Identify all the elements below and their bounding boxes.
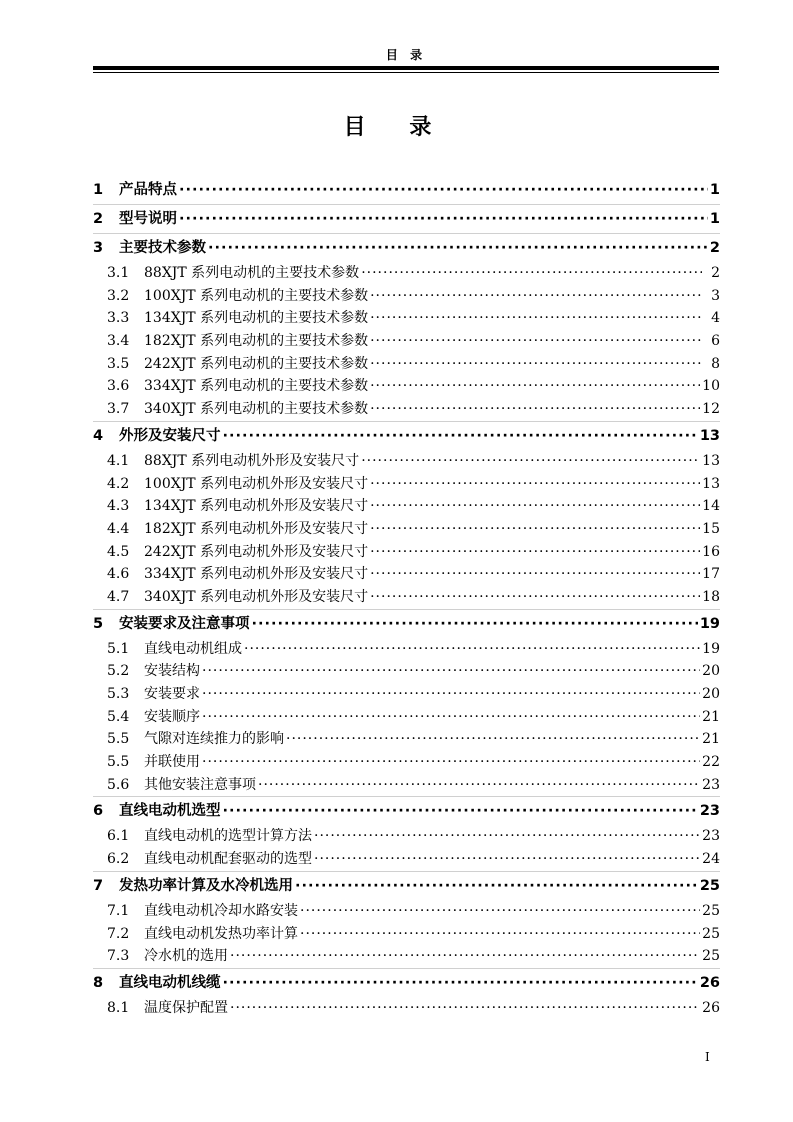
dot-leader [179, 205, 708, 233]
dot-leader [370, 541, 700, 564]
toc-chapter-label: 型号说明 [119, 211, 177, 227]
toc-section-page: 17 [702, 566, 720, 583]
toc-section-label: 182XJT 系列电动机的主要技术参数 [144, 333, 369, 350]
toc-section-number: 4.6 [107, 566, 130, 583]
toc-chapter-label: 主要技术参数 [119, 240, 206, 256]
toc-section-label: 并联使用 [144, 754, 200, 771]
dot-leader [244, 638, 700, 661]
toc-section[interactable] [93, 900, 720, 923]
toc-chapter-group [93, 797, 720, 871]
toc-section-label: 直线电动机发热功率计算 [144, 925, 298, 942]
dot-leader [370, 473, 700, 496]
toc-chapter-group [93, 969, 720, 1020]
toc-section-number: 5.4 [107, 708, 130, 725]
dot-leader [223, 422, 698, 450]
dot-leader [223, 797, 698, 825]
toc-chapter[interactable] [93, 422, 720, 450]
toc-section-page: 3 [711, 287, 720, 304]
toc-chapter[interactable] [93, 797, 720, 825]
toc-section-number: 5.5 [107, 754, 130, 771]
toc-chapter-page: 23 [699, 803, 720, 820]
toc-section[interactable] [93, 262, 720, 285]
toc-section-page: 23 [702, 776, 720, 793]
dot-leader [202, 751, 700, 774]
toc-section-label: 134XJT 系列电动机外形及安装尺寸 [144, 498, 369, 515]
toc-chapter-group [93, 205, 720, 234]
toc-section-page: 13 [702, 475, 720, 492]
toc-section-label: 直线电动机配套驱动的选型 [144, 851, 312, 868]
toc-section-label: 242XJT 系列电动机的主要技术参数 [144, 355, 369, 372]
toc-section-label: 242XJT 系列电动机外形及安装尺寸 [144, 543, 369, 560]
dot-leader [202, 683, 700, 706]
toc-section[interactable] [93, 307, 720, 330]
toc-section[interactable] [93, 774, 720, 797]
toc-chapter-number: 6 [93, 803, 104, 820]
toc-section-number: 6.1 [107, 828, 130, 845]
header-rule-thin [93, 72, 719, 73]
toc-section-number: 3.6 [107, 378, 130, 395]
toc-section-number: 7.3 [107, 948, 130, 965]
toc-section-page: 12 [702, 401, 720, 418]
toc-section-label: 134XJT 系列电动机的主要技术参数 [144, 310, 369, 327]
dot-leader [370, 398, 700, 421]
dot-leader [370, 495, 700, 518]
dot-leader [314, 848, 700, 871]
toc-section-number: 8.1 [107, 999, 130, 1016]
toc-section-page: 14 [702, 498, 720, 515]
toc-section-page: 21 [702, 731, 720, 748]
toc-section[interactable] [93, 563, 720, 586]
toc-section-number: 5.2 [107, 663, 130, 680]
dot-leader [223, 969, 698, 997]
toc-section-number: 3.1 [107, 265, 130, 281]
running-header: 目 录 [385, 48, 427, 62]
toc-section[interactable] [93, 706, 720, 729]
toc-section-label: 温度保护配置 [144, 999, 228, 1016]
toc-section[interactable] [93, 375, 720, 398]
toc-section[interactable] [93, 450, 720, 473]
toc-chapter-page: 1 [709, 211, 720, 227]
toc-section-number: 3.2 [107, 287, 130, 304]
toc-chapter[interactable] [93, 872, 720, 900]
toc-chapter-label: 发热功率计算及水冷机选用 [119, 877, 293, 894]
toc-section-label: 88XJT 系列电动机外形及安装尺寸 [144, 452, 360, 469]
toc-section-label: 334XJT 系列电动机的主要技术参数 [144, 378, 369, 395]
toc-section-label: 88XJT 系列电动机的主要技术参数 [144, 265, 360, 281]
toc-section-label: 安装结构 [144, 663, 200, 680]
toc-section-page: 19 [702, 640, 720, 657]
toc-section-number: 4.2 [107, 475, 130, 492]
toc-section-page: 2 [711, 265, 720, 281]
dot-leader [300, 900, 700, 923]
toc-chapter[interactable] [93, 205, 720, 233]
toc-section-number: 4.7 [107, 588, 130, 605]
toc-section-page: 20 [702, 686, 720, 702]
toc-section-number: 7.2 [107, 925, 130, 942]
toc-section-page: 15 [702, 520, 720, 537]
toc-chapter[interactable] [93, 610, 720, 638]
dot-leader [208, 234, 708, 262]
page-number: I [705, 1050, 710, 1064]
toc-section-number: 3.7 [107, 401, 130, 418]
dot-leader [370, 563, 700, 586]
toc-section-page: 23 [702, 828, 720, 845]
dot-leader [361, 262, 702, 285]
toc-section-label: 100XJT 系列电动机外形及安装尺寸 [144, 475, 369, 492]
toc-section-label: 182XJT 系列电动机外形及安装尺寸 [144, 520, 369, 537]
toc-section-number: 4.3 [107, 498, 130, 515]
dot-leader [370, 330, 702, 353]
toc-section-number: 4.5 [107, 543, 130, 560]
dot-leader [258, 774, 700, 797]
toc-section-label: 其他安装注意事项 [144, 776, 256, 793]
toc-section-number: 7.1 [107, 902, 130, 919]
toc-chapter-group [93, 610, 720, 798]
toc-section-number: 4.4 [107, 520, 130, 537]
toc-section-label: 340XJT 系列电动机外形及安装尺寸 [144, 588, 369, 605]
toc-chapter-number: 4 [93, 427, 104, 444]
dot-leader [314, 825, 700, 848]
toc-chapter-number: 2 [93, 211, 104, 227]
page-title: 目 录 [343, 115, 450, 140]
dot-leader [370, 518, 700, 541]
toc-section-label: 直线电动机组成 [144, 640, 242, 657]
dot-leader [370, 285, 702, 308]
toc-section[interactable] [93, 518, 720, 541]
toc-section-label: 直线电动机冷却水路安装 [144, 902, 298, 919]
toc-section[interactable] [93, 660, 720, 683]
dot-leader [230, 997, 700, 1020]
toc-section-number: 5.5 [107, 731, 130, 748]
toc-chapter-number: 7 [93, 877, 104, 894]
toc-chapter-page: 25 [699, 877, 720, 894]
toc-chapter-page: 26 [699, 974, 720, 991]
toc-section-number: 5.6 [107, 776, 130, 793]
toc-chapter-group [93, 234, 720, 422]
dot-leader [300, 923, 700, 946]
toc-section-label: 100XJT 系列电动机的主要技术参数 [144, 287, 369, 304]
toc-section-label: 冷水机的选用 [144, 948, 228, 965]
toc-section[interactable] [93, 398, 720, 421]
toc-section[interactable] [93, 923, 720, 946]
toc-section-number: 3.4 [107, 333, 130, 350]
dot-leader [295, 872, 698, 900]
toc-section[interactable] [93, 495, 720, 518]
dot-leader [202, 660, 700, 683]
toc-chapter-label: 产品特点 [119, 182, 177, 198]
header-rule-thick [93, 66, 719, 70]
toc-chapter-page: 13 [699, 427, 720, 444]
toc-section-page: 10 [702, 378, 720, 395]
toc-section-page: 20 [702, 663, 720, 680]
dot-leader [361, 450, 700, 473]
toc-chapter-group [93, 176, 720, 205]
dot-leader [370, 375, 700, 398]
dot-leader [370, 307, 702, 330]
toc-section-page: 4 [711, 310, 720, 327]
toc-section-number: 5.3 [107, 686, 130, 702]
toc-section[interactable] [93, 638, 720, 661]
toc-section-label: 334XJT 系列电动机外形及安装尺寸 [144, 566, 369, 583]
toc-chapter-group [93, 422, 720, 610]
toc-chapter-page: 19 [699, 615, 720, 632]
toc-section[interactable] [93, 848, 720, 871]
toc-section-page: 18 [702, 588, 720, 605]
toc-chapter-page: 2 [709, 240, 720, 256]
toc-chapter-label: 外形及安装尺寸 [119, 427, 221, 444]
toc-section-number: 5.1 [107, 640, 130, 657]
toc-section-page: 24 [702, 851, 720, 868]
toc-section[interactable] [93, 473, 720, 496]
toc-section-label: 安装顺序 [144, 708, 200, 725]
toc-section-page: 25 [702, 948, 720, 965]
toc-section[interactable] [93, 330, 720, 353]
dot-leader [230, 945, 700, 968]
dot-leader [370, 353, 702, 376]
dot-leader [252, 610, 698, 638]
toc-section-page: 13 [702, 452, 720, 469]
toc-section[interactable] [93, 825, 720, 848]
toc-chapter-group [93, 872, 720, 969]
toc-chapter[interactable] [93, 969, 720, 997]
toc-chapter-label: 安装要求及注意事项 [119, 615, 250, 632]
toc-section-label: 直线电动机的选型计算方法 [144, 828, 312, 845]
toc-section-page: 22 [702, 754, 720, 771]
toc-section[interactable] [93, 353, 720, 376]
toc-chapter[interactable] [93, 176, 720, 204]
toc-chapter-number: 5 [93, 615, 104, 632]
toc-section-label: 340XJT 系列电动机的主要技术参数 [144, 401, 369, 418]
toc-section-number: 6.2 [107, 851, 130, 868]
toc-section[interactable] [93, 683, 720, 706]
toc-section-page: 26 [702, 999, 720, 1016]
toc-section[interactable] [93, 285, 720, 308]
toc-chapter-label: 直线电动机线缆 [119, 974, 221, 991]
dot-leader [370, 586, 700, 609]
toc-section-page: 21 [702, 708, 720, 725]
toc-section-page: 25 [702, 925, 720, 942]
toc-chapter-number: 1 [93, 182, 104, 198]
toc-section-number: 3.5 [107, 355, 130, 372]
toc-chapter-number: 3 [93, 240, 104, 256]
toc-section-page: 25 [702, 902, 720, 919]
toc-section-page: 6 [711, 333, 720, 350]
dot-leader [286, 728, 700, 751]
toc-section[interactable] [93, 997, 720, 1020]
toc-section-label: 安装要求 [144, 686, 200, 702]
dot-leader [202, 706, 700, 729]
toc-section-page: 8 [711, 355, 720, 372]
toc-section-number: 3.3 [107, 310, 130, 327]
toc-section[interactable] [93, 541, 720, 564]
toc-section[interactable] [93, 945, 720, 968]
toc-section-page: 16 [702, 543, 720, 560]
table-of-contents [93, 176, 720, 1020]
toc-section[interactable] [93, 586, 720, 609]
toc-section[interactable] [93, 751, 720, 774]
toc-section[interactable] [93, 728, 720, 751]
toc-chapter-label: 直线电动机选型 [119, 803, 221, 820]
toc-section-label: 气隙对连续推力的影响 [144, 731, 284, 748]
toc-chapter[interactable] [93, 234, 720, 262]
toc-chapter-number: 8 [93, 974, 104, 991]
dot-leader [179, 176, 708, 204]
toc-chapter-page: 1 [709, 182, 720, 198]
toc-section-number: 4.1 [107, 452, 130, 469]
